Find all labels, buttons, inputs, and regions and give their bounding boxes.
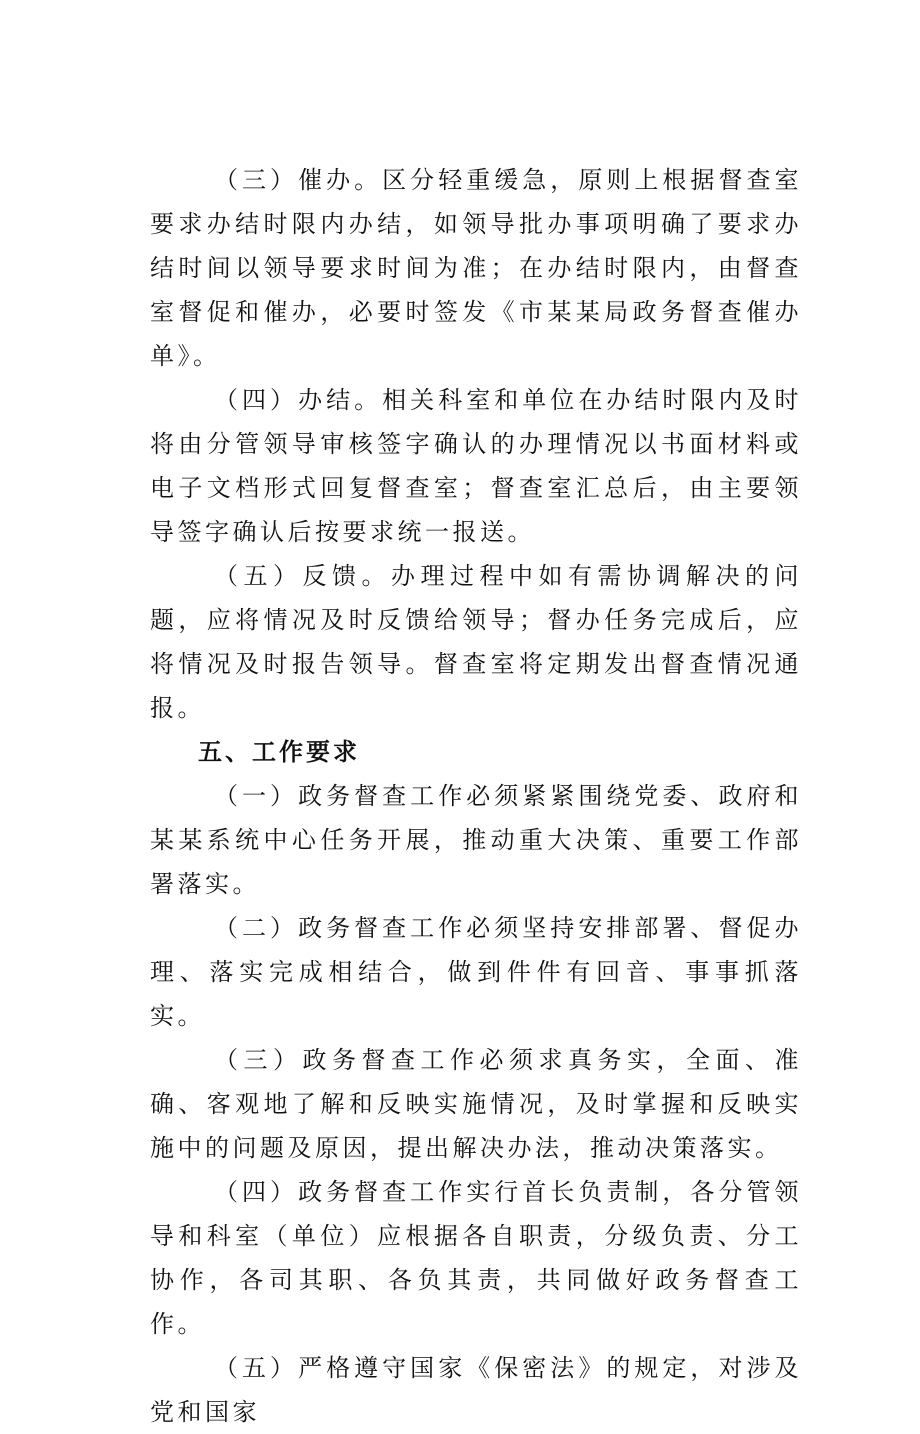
- paragraph-requirement-3: （三）政务督查工作必须求真务实，全面、准确、客观地了解和反映实施情况，及时掌握和反映实施中的问题及原因，提出解决办法，推动决策落实。: [150, 1046, 802, 1162]
- paragraph-requirement-4: （四）政务督查工作实行首长负责制，各分管领导和科室（单位）应根据各自职责，分级负责、分工协作，各司其职、各负其责，共同做好政务督查工作。: [150, 1178, 802, 1338]
- paragraph-requirement-5: （五）严格遵守国家《保密法》的规定，对涉及党和国家: [150, 1354, 802, 1426]
- paragraph-requirement-2: （二）政务督查工作必须坚持安排部署、督促办理、落实完成相结合，做到件件有回音、事事抓落实。: [150, 914, 802, 1030]
- paragraph-completion: （四）办结。相关科室和单位在办结时限内及时将由分管领导审核签字确认的办理情况以书面材料或电子文档形式回复督查室；督查室汇总后，由主要领导签字确认后按要求统一报送。: [150, 386, 802, 546]
- document-body: [150, 158, 802, 1434]
- section-heading-work-requirements: 五、工作要求: [198, 738, 360, 766]
- paragraph-feedback: （五）反馈。办理过程中如有需协调解决的问题，应将情况及时反馈给领导；督办任务完成后，应将情况及时报告领导。督查室将定期发出督查情况通报。: [150, 562, 802, 722]
- paragraph-urging: （三）催办。区分轻重缓急，原则上根据督查室要求办结时限内办结，如领导批办事项明确了要求办结时间以领导要求时间为准；在办结时限内，由督查室督促和催办，必要时签发《市某某局政务督查催办单》。: [150, 166, 802, 370]
- paragraph-requirement-1: （一）政务督查工作必须紧紧围绕党委、政府和某某系统中心任务开展，推动重大决策、重要工作部署落实。: [150, 782, 802, 898]
